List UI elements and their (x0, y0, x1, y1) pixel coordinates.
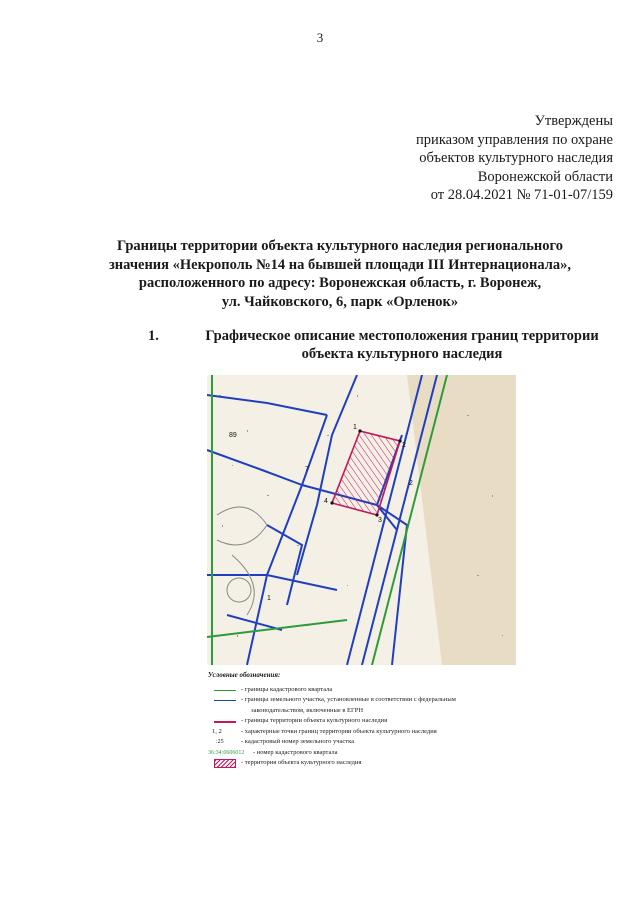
approval-line-2: приказом управления по охране (416, 131, 613, 148)
legend-text: - территория объекта культурного наследия (241, 759, 362, 766)
legend-text: - границы территории объекта культурного наследия (241, 717, 388, 724)
legend-item (208, 758, 538, 769)
approval-line-3: объектов культурного наследия (419, 150, 613, 166)
legend-text: законодательством, включенные в ЕГРН (251, 706, 364, 714)
legend-text: - характерные точки границ территории объекта культурного наследия (241, 727, 437, 735)
title-line-2: значения «Некрополь №14 на бывшей площади III Интернационала», (108, 256, 571, 273)
legend-item (208, 716, 538, 727)
red-line-symbol (208, 716, 236, 726)
legend-text: - кадастровый номер земельного участка (241, 738, 355, 745)
points-symbol-text: 1, 2 (212, 727, 222, 735)
point-label-3: 3 (378, 517, 382, 524)
point-label-2: 2 (402, 442, 406, 449)
approval-line-4: Воронежской области (477, 168, 613, 185)
section-line-2: объекта культурного наследия (301, 346, 503, 362)
cad-number-symbol (208, 737, 236, 747)
map-label-d: 1 (267, 595, 271, 602)
quarter-symbol-text: 36:34:0606012 (208, 749, 245, 756)
blue-line-symbol (208, 695, 236, 705)
section-text (192, 327, 612, 363)
legend-item (208, 685, 538, 696)
legend-item (208, 706, 538, 717)
point-label-4: 4 (324, 498, 328, 505)
legend-heading: Условные обозначения: (208, 671, 281, 679)
map-drawing (207, 375, 516, 665)
section-number: 1. (148, 328, 159, 344)
approval-block (416, 112, 613, 205)
approval-line-1: Утверждены (534, 113, 613, 129)
legend-text: - номер кадастрового квартала (253, 748, 338, 756)
legend-item (208, 737, 538, 748)
legend-item (208, 727, 538, 738)
section-line-1: Графическое описание местоположения границ территории (205, 328, 599, 344)
title-line-4: ул. Чайковского, 6, парк «Орленок» (221, 293, 459, 310)
green-line-symbol (208, 685, 236, 695)
legend-text: - границы кадастрового квартала (241, 685, 333, 693)
hatch-symbol (208, 758, 236, 768)
quarter-symbol (208, 748, 252, 758)
title-line-1: Границы территории объекта культурного наследия регионального (117, 238, 563, 254)
map-label-a: 89 (229, 432, 237, 439)
map-legend (208, 670, 538, 769)
point-label-1: 1 (353, 424, 357, 431)
map-label-c: 2 (409, 480, 413, 487)
cad-number-symbol-text: :25 (216, 739, 224, 745)
legend-text: - границы земельного участка, установленные в соответствии с федеральным (241, 696, 456, 703)
legend-item (208, 748, 538, 759)
approval-line-5: от 28.04.2021 № 71-01-07/159 (430, 187, 613, 203)
cadastral-map (207, 375, 516, 665)
page-number: 3 (316, 30, 324, 45)
title-line-3: расположенного по адресу: Воронежская область, г. Воронеж, (138, 275, 542, 291)
map-label-b: 7 (305, 466, 309, 473)
points-symbol (208, 727, 236, 737)
legend-item (208, 695, 538, 706)
document-title (100, 237, 580, 311)
